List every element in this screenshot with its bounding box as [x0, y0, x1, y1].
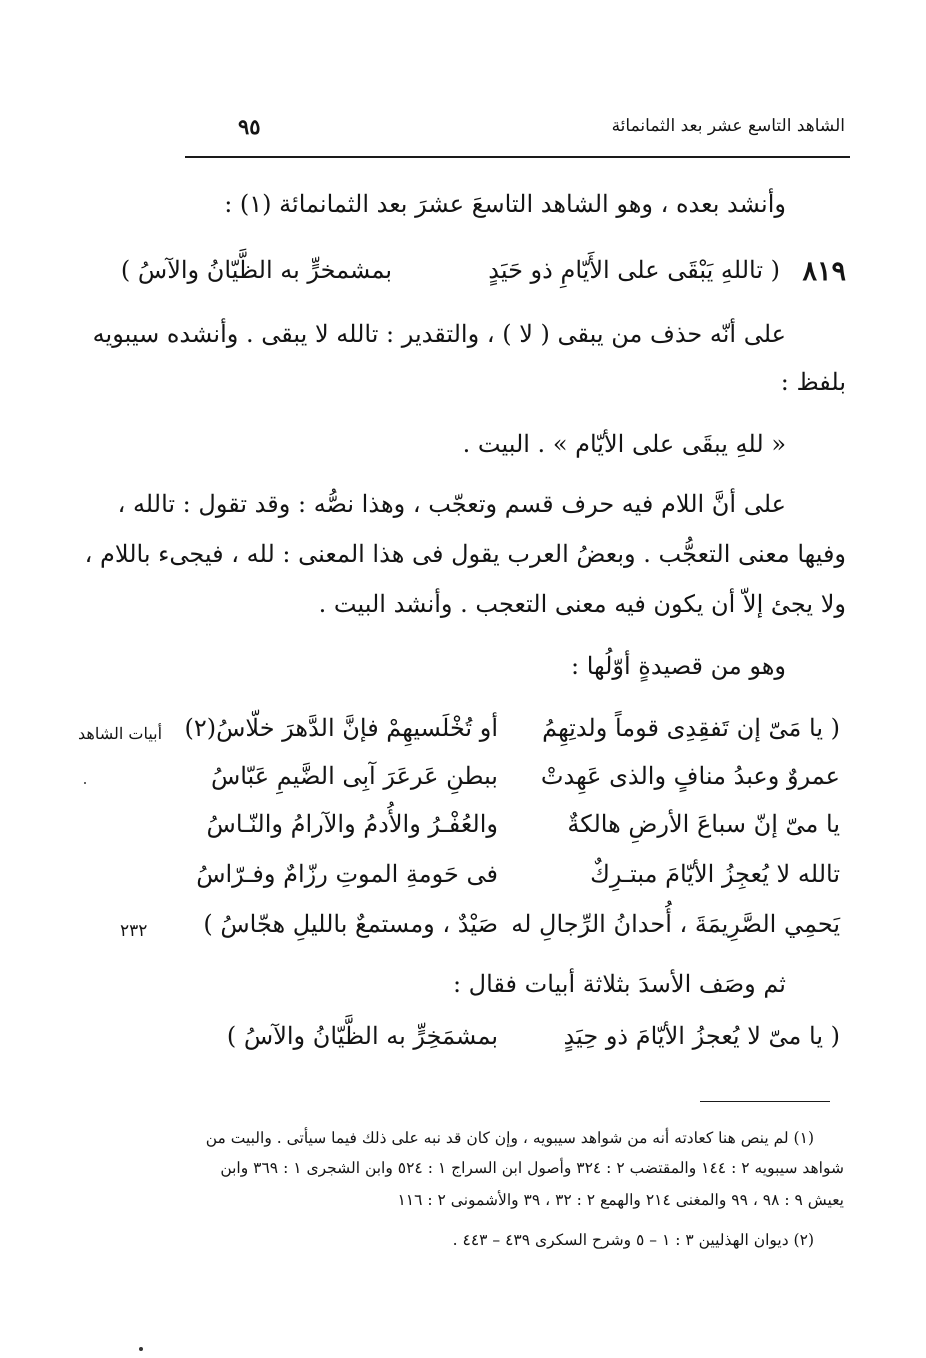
poem-verse	[172, 762, 840, 802]
intro-line: وأنشد بعده ، وهو الشاهد التاسعَ عشرَ بعد الثمانمائة (١) :	[224, 190, 786, 218]
poem-hemistich-2: والعُفْـرُ والأُدمُ والآرامُ والنّـاسُ	[206, 810, 498, 838]
poem-hemistich-1: عمروٌ وعبدُ منافٍ والذى عَهِدتْ	[540, 762, 840, 790]
footnote-1-line-2: شواهد سيبويه ٢ : ١٤٤ والمقتضب ٢ : ٣٢٤ وأصول ابن السراج ١ : ٥٢٤ وابن الشجرى ١ : ٣٦٩ وابن	[220, 1159, 844, 1177]
verse-819-hemistich-2: بمشمخرٍّ به الظَّيّانُ والآسُ )	[120, 256, 392, 284]
final-hemistich-2: بمشمَخِرٍّ به الظَّيّانُ والآسُ )	[226, 1022, 498, 1050]
poem-hemistich-1: يَحمِي الصَّرِيمَةَ ، أُحدانُ الرِّجالِ له	[511, 910, 840, 938]
poem-verse	[172, 714, 840, 754]
footnote-2: (٢) ديوان الهذليين ٣ : ١ – ٥ وشرح السكرى ٤٣٩ – ٤٤٣ .	[452, 1231, 814, 1249]
scan-speck	[139, 1347, 143, 1351]
poem-hemistich-1: ( يا مَىّ إن تَفقِدِى قوماً ولدتِهِمُ	[542, 714, 840, 742]
poem-intro: وهو من قصيدةٍ أوّلُها :	[570, 652, 786, 680]
poem-hemistich-2: صَيْدٌ ، ومستمعٌ بالليلِ هجّاسُ )	[203, 910, 498, 938]
paragraph-2-line-2: وفيها معنى التعجُّب . وبعضُ العرب يقول فى هذا المعنى : لله ، فيجىء باللام ،	[84, 540, 846, 568]
header-rule	[185, 156, 850, 158]
poem-verse	[172, 910, 840, 950]
verse-819-hemistich-1: ( تاللهِ يَبْقَى على الأَيّامِ ذو حَيَدٍ	[488, 256, 780, 284]
poem-verse	[172, 810, 840, 850]
final-hemistich-1: ( يا مىّ لا يُعجزُ الأيّامَ ذو حِيَدٍ	[563, 1022, 840, 1050]
final-verse	[172, 1022, 840, 1062]
footnote-rule	[700, 1101, 830, 1102]
poem-hemistich-2: أو تُخْلَسيهِمْ فإنَّ الدَّهرَ خلّاسُ(٢)	[184, 714, 498, 742]
footnote-1-line-1: (١) لم ينص هنا كعادته أنه من شواهد سيبويه ، وإن كان قد نبه على ذلك فيما سيأتى . والبيت من	[205, 1129, 814, 1147]
verse-number: ٨١٩	[802, 256, 846, 287]
poem-hemistich-2: فى حَومةِ الموتِ رزّامٌ وفـرّاسُ	[196, 860, 498, 888]
paragraph-2-line-3: ولا يجئ إلاّ أن يكون فيه معنى التعجب . وأنشد البيت .	[318, 590, 846, 618]
running-head: الشاهد التاسع عشر بعد الثمانمائة	[611, 116, 845, 136]
paragraph-1-line-1: على أنّه حذف من يبقى ( لا ) ، والتقدير : تالله لا يبقى . وأنشده سيبويه	[92, 320, 786, 348]
page-number: ٩٥	[238, 114, 261, 139]
margin-label: أبيات الشاهد	[78, 724, 163, 743]
sibawayh-quote: « للهِ يبقَى على الأيّام » . البيت .	[462, 430, 786, 458]
margin-number: ٢٣٢	[120, 921, 148, 941]
poem-hemistich-1: يا مىّ إنّ سباعَ الأرضِ هالكةٌ	[567, 810, 840, 838]
scan-speck	[84, 782, 86, 784]
paragraph-2-line-1: على أنَّ اللام فيه حرف قسم وتعجّب ، وهذا نصُّه : وقد تقول : تالله ،	[117, 490, 786, 518]
lion-intro: ثم وصَف الأسدَ بثلاثة أبيات فقال :	[452, 970, 786, 998]
poem-hemistich-2: ببطنِ عَرعَرَ آبِى الضَّيمِ عَبّاسُ	[210, 762, 498, 790]
footnote-1-line-3: يعيش ٩ : ٩٨ ، ٩٩ والمغنى ٢١٤ والهمع ٢ : ٣٢ ، ٣٩ والأشمونى ٢ : ١١٦	[397, 1191, 844, 1209]
paragraph-1-line-2: بلفظ :	[780, 368, 846, 396]
poem-hemistich-1: تالله لا يُعجِزُ الأيّامَ مبتـرِكٌ	[590, 860, 840, 888]
poem-verse	[172, 860, 840, 900]
